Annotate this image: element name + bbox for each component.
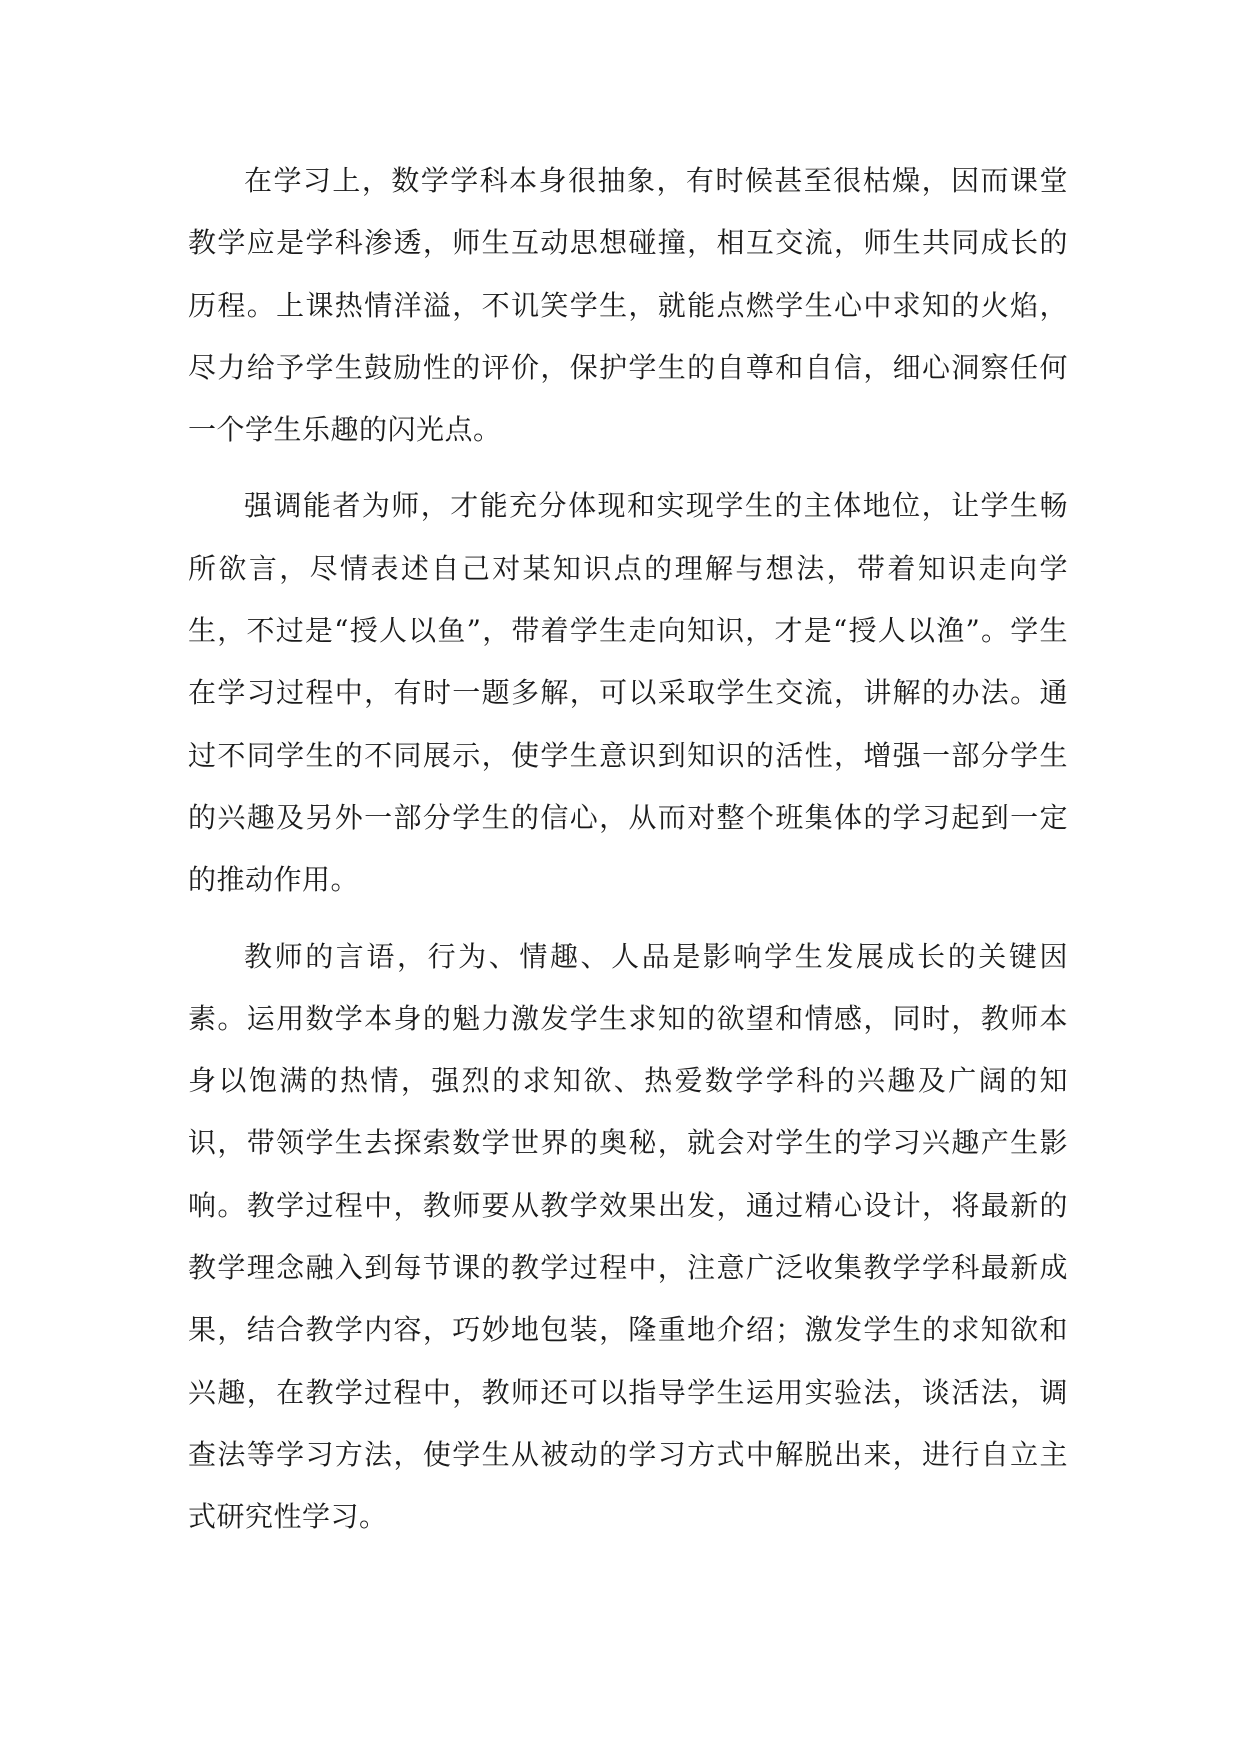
paragraph-2: 强调能者为师，才能充分体现和实现学生的主体地位，让学生畅所欲言，尽情表述自己对某知识点的理解与想法，带着知识走向学生，不过是“授人以鱼”，带着学生走向知识，才是“授人以渔”。学生在学习过程中，有时一题多解，可以采取学生交流，讲解的办法。通过不同学生的不同展示，使学生意识到知识的活性，增强一部分学生的兴趣及另外一部分学生的信心，从而对整个班集体的学习起到一定的推动作用。 xyxy=(188,489,1068,897)
paragraph-1: 在学习上，数学学科本身很抽象，有时候甚至很枯燥，因而课堂教学应是学科渗透，师生互动思想碰撞，相互交流，师生共同成长的历程。上课热情洋溢，不讥笑学生，就能点燃学生心中求知的火焰，尽力给予学生鼓励性的评价，保护学生的自尊和自信，细心洞察任何一个学生乐趣的闪光点。 xyxy=(188,164,1068,447)
paragraph-3: 教师的言语，行为、情趣、人品是影响学生发展成长的关键因素。运用数学本身的魁力激发学生求知的欲望和情感，同时，教师本身以饱满的热情，强烈的求知欲、热爱数学学科的兴趣及广阔的知识，带领学生去探索数学世界的奥秘，就会对学生的学习兴趣产生影响。教学过程中，教师要从教学效果出发，通过精心设计，将最新的教学理念融入到每节课的教学过程中，注意广泛收集教学学科最新成果，结合教学内容，巧妙地包装，隆重地介绍；激发学生的求知欲和兴趣，在教学过程中，教师还可以指导学生运用实验法，谈活法，调查法等学习方法，使学生从被动的学习方式中解脱出来，进行自立主式研究性学习。 xyxy=(188,939,1068,1534)
document-body xyxy=(188,150,1068,1563)
